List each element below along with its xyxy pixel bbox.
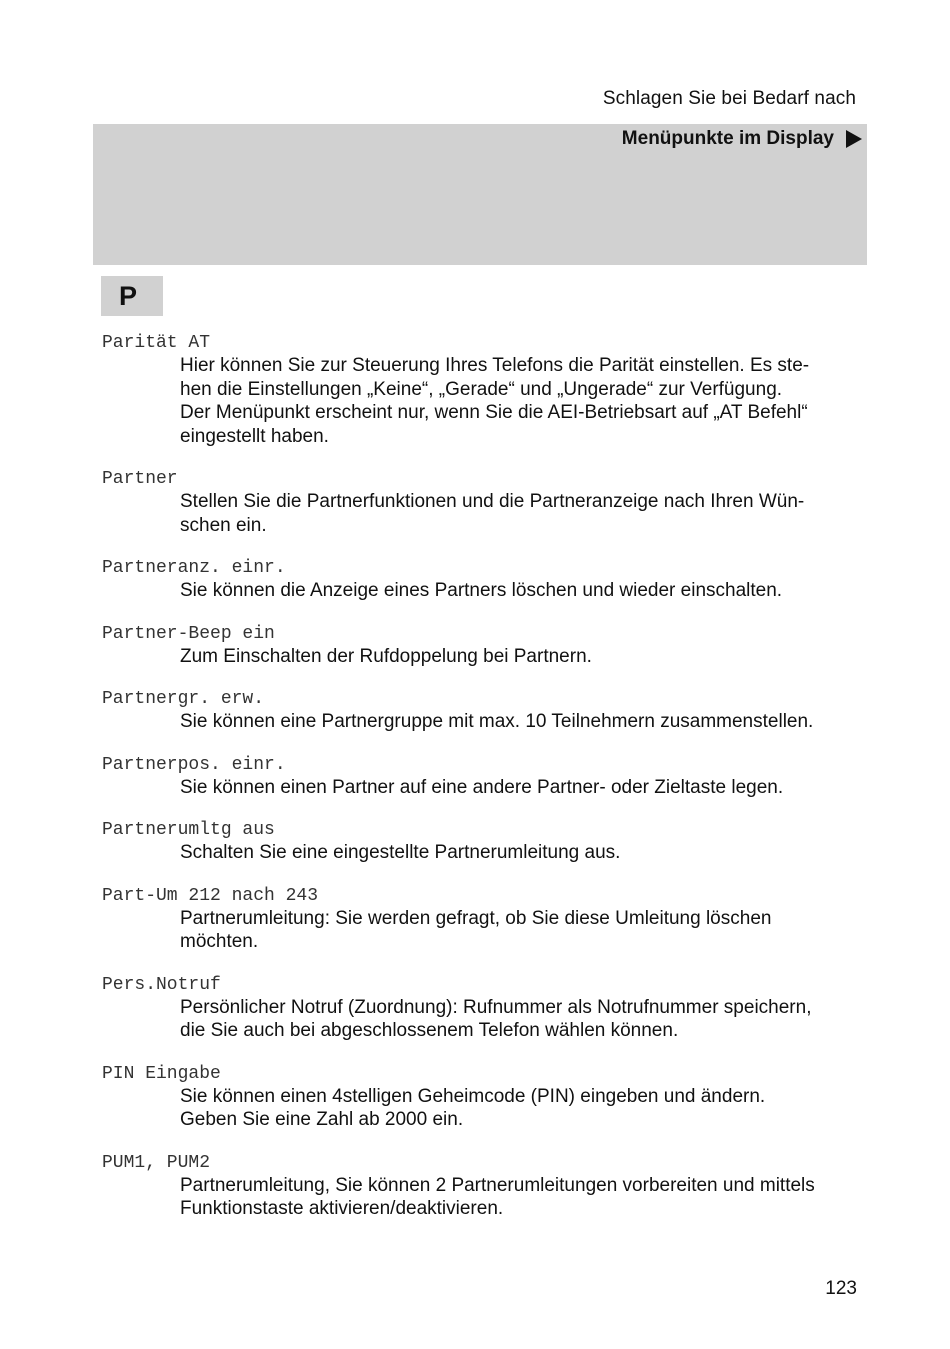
running-header: Schlagen Sie bei Bedarf nach	[602, 88, 856, 109]
menu-term: Part-Um 212 nach 243	[102, 885, 319, 906]
glossary-entry	[102, 885, 867, 954]
menu-term: Partnerpos. einr.	[102, 754, 286, 775]
glossary-list	[102, 332, 867, 1241]
menu-term: Partner-Beep ein	[102, 623, 275, 644]
menu-term: Pers.Notruf	[102, 974, 221, 995]
section-heading	[622, 128, 862, 150]
term-description	[180, 841, 867, 865]
glossary-entry	[102, 974, 867, 1043]
term-description	[180, 996, 867, 1043]
glossary-entry	[102, 819, 867, 865]
glossary-entry	[102, 468, 867, 537]
menu-term: Partnerumltg aus	[102, 820, 275, 840]
term-description	[180, 645, 867, 669]
menu-term: PUM1, PUM2	[102, 1152, 211, 1173]
right-triangle-icon	[846, 130, 862, 148]
term-description	[180, 490, 867, 537]
term-description	[180, 776, 867, 800]
description-line: möchten.	[180, 931, 259, 952]
description-line: Sie können eine Partnergruppe mit max. 10 Teilnehmern zusammenstellen.	[180, 711, 814, 732]
menu-term: Partner	[102, 469, 178, 489]
description-line: Partnerumleitung: Sie werden gefragt, ob Sie diese Umleitung löschen	[180, 907, 772, 929]
term-description	[180, 579, 867, 603]
description-line: Geben Sie eine Zahl ab 2000 ein.	[180, 1109, 464, 1130]
menu-term: Partneranz. einr.	[102, 558, 286, 578]
menu-term: Parität AT	[102, 333, 211, 353]
description-line: Sie können einen 4stelligen Geheimcode (PIN) eingeben und ändern.	[180, 1085, 766, 1107]
glossary-entry	[102, 1152, 867, 1221]
term-description	[180, 354, 867, 448]
glossary-entry	[102, 1063, 867, 1132]
description-line: Persönlicher Notruf (Zuordnung): Rufnummer als Notrufnummer speichern,	[180, 996, 812, 1018]
description-line: schen ein.	[180, 514, 267, 536]
description-line: eingestellt haben.	[180, 425, 329, 447]
section-heading-text: Menüpunkte im Display	[621, 128, 834, 149]
description-line: Funktionstaste aktivieren/deaktivieren.	[180, 1198, 504, 1219]
description-line: die Sie auch bei abgeschlossenem Telefon wählen können.	[180, 1020, 679, 1041]
glossary-entry	[102, 688, 867, 734]
description-line: Sie können die Anzeige eines Partners löschen und wieder einschalten.	[180, 580, 783, 601]
glossary-entry	[102, 754, 867, 800]
menu-term: Partnergr. erw.	[102, 689, 265, 709]
term-description	[180, 907, 867, 954]
description-line: Zum Einschalten der Rufdoppelung bei Partnern.	[180, 645, 592, 667]
menu-term: PIN Eingabe	[102, 1063, 221, 1084]
index-letter: P	[101, 276, 163, 316]
glossary-entry	[102, 332, 867, 448]
glossary-entry	[102, 623, 867, 669]
description-line: Der Menüpunkt erscheint nur, wenn Sie die AEI-Betriebsart auf „AT Befehl“	[180, 402, 808, 423]
description-line: Schalten Sie eine eingestellte Partnerumleitung aus.	[180, 842, 621, 863]
page-number: 123	[825, 1278, 857, 1299]
glossary-entry	[102, 557, 867, 603]
description-line: Stellen Sie die Partnerfunktionen und die Partneranzeige nach Ihren Wün-	[180, 491, 805, 512]
term-description	[180, 710, 867, 734]
description-line: Partnerumleitung, Sie können 2 Partnerumleitungen vorbereiten und mittels	[180, 1174, 815, 1196]
description-line: hen die Einstellungen „Keine“, „Gerade“ und „Ungerade“ zur Verfügung.	[180, 378, 783, 400]
description-line: Hier können Sie zur Steuerung Ihres Telefons die Parität einstellen. Es ste-	[180, 355, 810, 376]
description-line: Sie können einen Partner auf eine andere Partner- oder Zieltaste legen.	[180, 776, 784, 798]
term-description	[180, 1174, 867, 1221]
term-description	[180, 1085, 867, 1132]
